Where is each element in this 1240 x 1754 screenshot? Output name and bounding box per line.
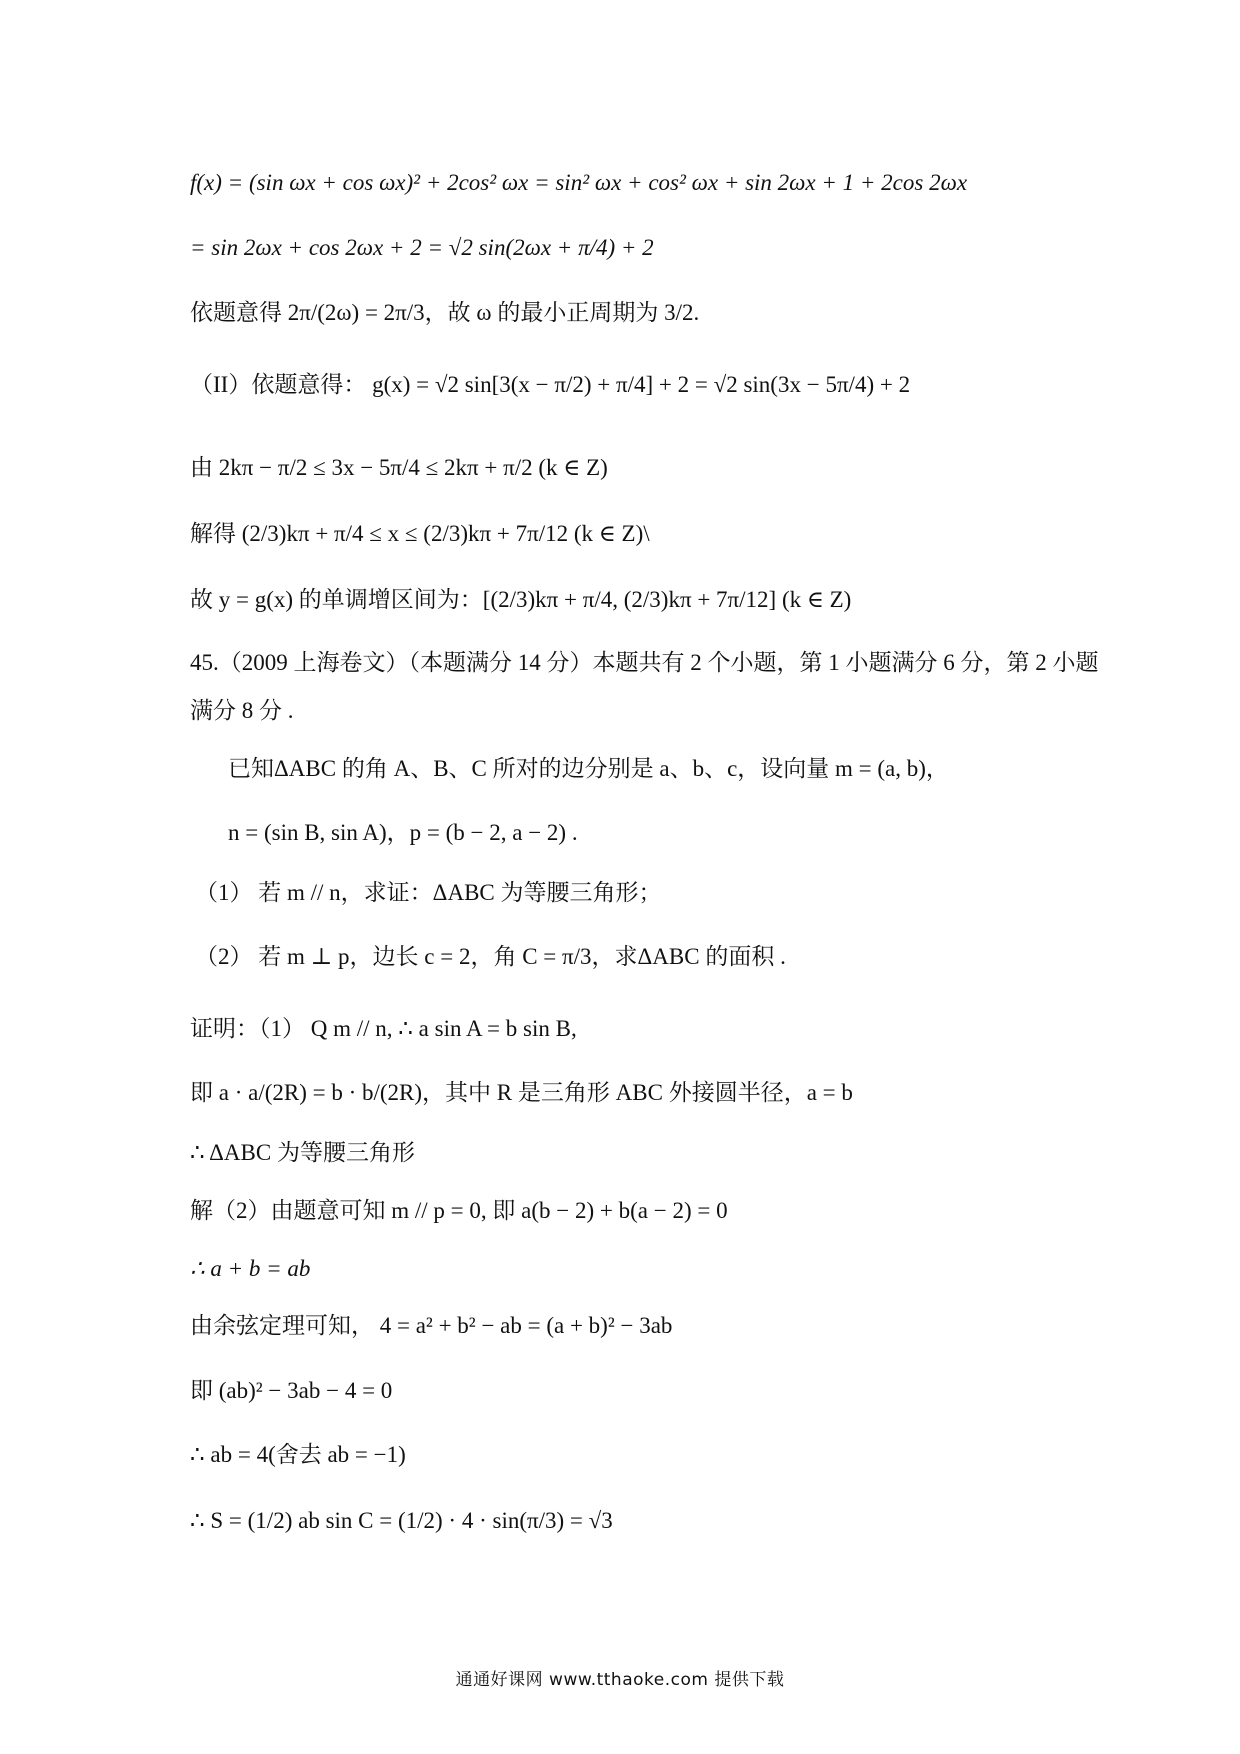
problem-statement: 已知ΔABC 的角 A、B、C 所对的边分别是 a、b、c，设向量 m = (a, b)，: [228, 756, 949, 781]
text-line-part-ii: （II）依题意得： g(x) = √2 sin[3(x − π/2) + π/4] + 2 = √2 sin(3x − 5π/4) + 2: [190, 372, 911, 397]
increasing-interval-line: 故 y = g(x) 的单调增区间为：[(2/3)kπ + π/4, (2/3)kπ + 7π/12] (k ∈ Z): [190, 587, 852, 612]
text-line-period: 依题意得 2π/(2ω) = 2π/3，故 ω 的最小正周期为 3/2.: [190, 300, 700, 325]
proof-conclusion: ∴ ΔABC 为等腰三角形: [190, 1140, 415, 1165]
subquestion-1: （1） 若 m // n，求证：ΔABC 为等腰三角形；: [195, 880, 662, 905]
inequality-line: 由 2kπ − π/2 ≤ 3x − 5π/4 ≤ 2kπ + π/2 (k ∈ Z): [190, 455, 608, 480]
cosine-rule-line: 由余弦定理可知， 4 = a² + b² − ab = (a + b)² − 3ab: [190, 1313, 673, 1338]
quadratic-line: 即 (ab)² − 3ab − 4 = 0: [190, 1378, 393, 1403]
equation-line-fx: f(x) = (sin ωx + cos ωx)² + 2cos² ωx = sin² ωx + cos² ωx + sin 2ωx + 1 + 2cos 2ωx: [190, 170, 968, 195]
problem-vectors: n = (sin B, sin A)，p = (b − 2, a − 2) .: [228, 820, 578, 845]
problem-45-header-cont: 满分 8 分 .: [190, 698, 294, 723]
proof-line-2: 即 a · a/(2R) = b · b/(2R)，其中 R 是三角形 ABC 外接圆半径，a = b: [190, 1080, 853, 1105]
solution-line-x: 解得 (2/3)kπ + π/4 ≤ x ≤ (2/3)kπ + 7π/12 (k ∈ Z)\: [190, 521, 650, 546]
solution-2-line-1: 解（2）由题意可知 m // p = 0, 即 a(b − 2) + b(a − 2) = 0: [190, 1198, 728, 1223]
problem-45-header: 45.（2009 上海卷文）（本题满分 14 分）本题共有 2 个小题，第 1 小题满分 6 分，第 2 小题: [190, 650, 1099, 675]
subquestion-2: （2） 若 m ⊥ p，边长 c = 2，角 C = π/3，求ΔABC 的面积 .: [195, 944, 786, 969]
proof-line-1: 证明：（1） Q m // n, ∴ a sin A = b sin B,: [190, 1016, 577, 1041]
area-result-line: ∴ S = (1/2) ab sin C = (1/2) · 4 · sin(π/3) = √3: [190, 1508, 613, 1533]
equation-line-simplified: = sin 2ωx + cos 2ωx + 2 = √2 sin(2ωx + π/4) + 2: [190, 235, 654, 260]
page-footer: 通通好课网 www.tthaoke.com 提供下载: [455, 1670, 785, 1690]
solution-2-line-2: ∴ a + b = ab: [190, 1256, 311, 1281]
ab-result-line: ∴ ab = 4(舍去 ab = −1): [190, 1442, 406, 1467]
